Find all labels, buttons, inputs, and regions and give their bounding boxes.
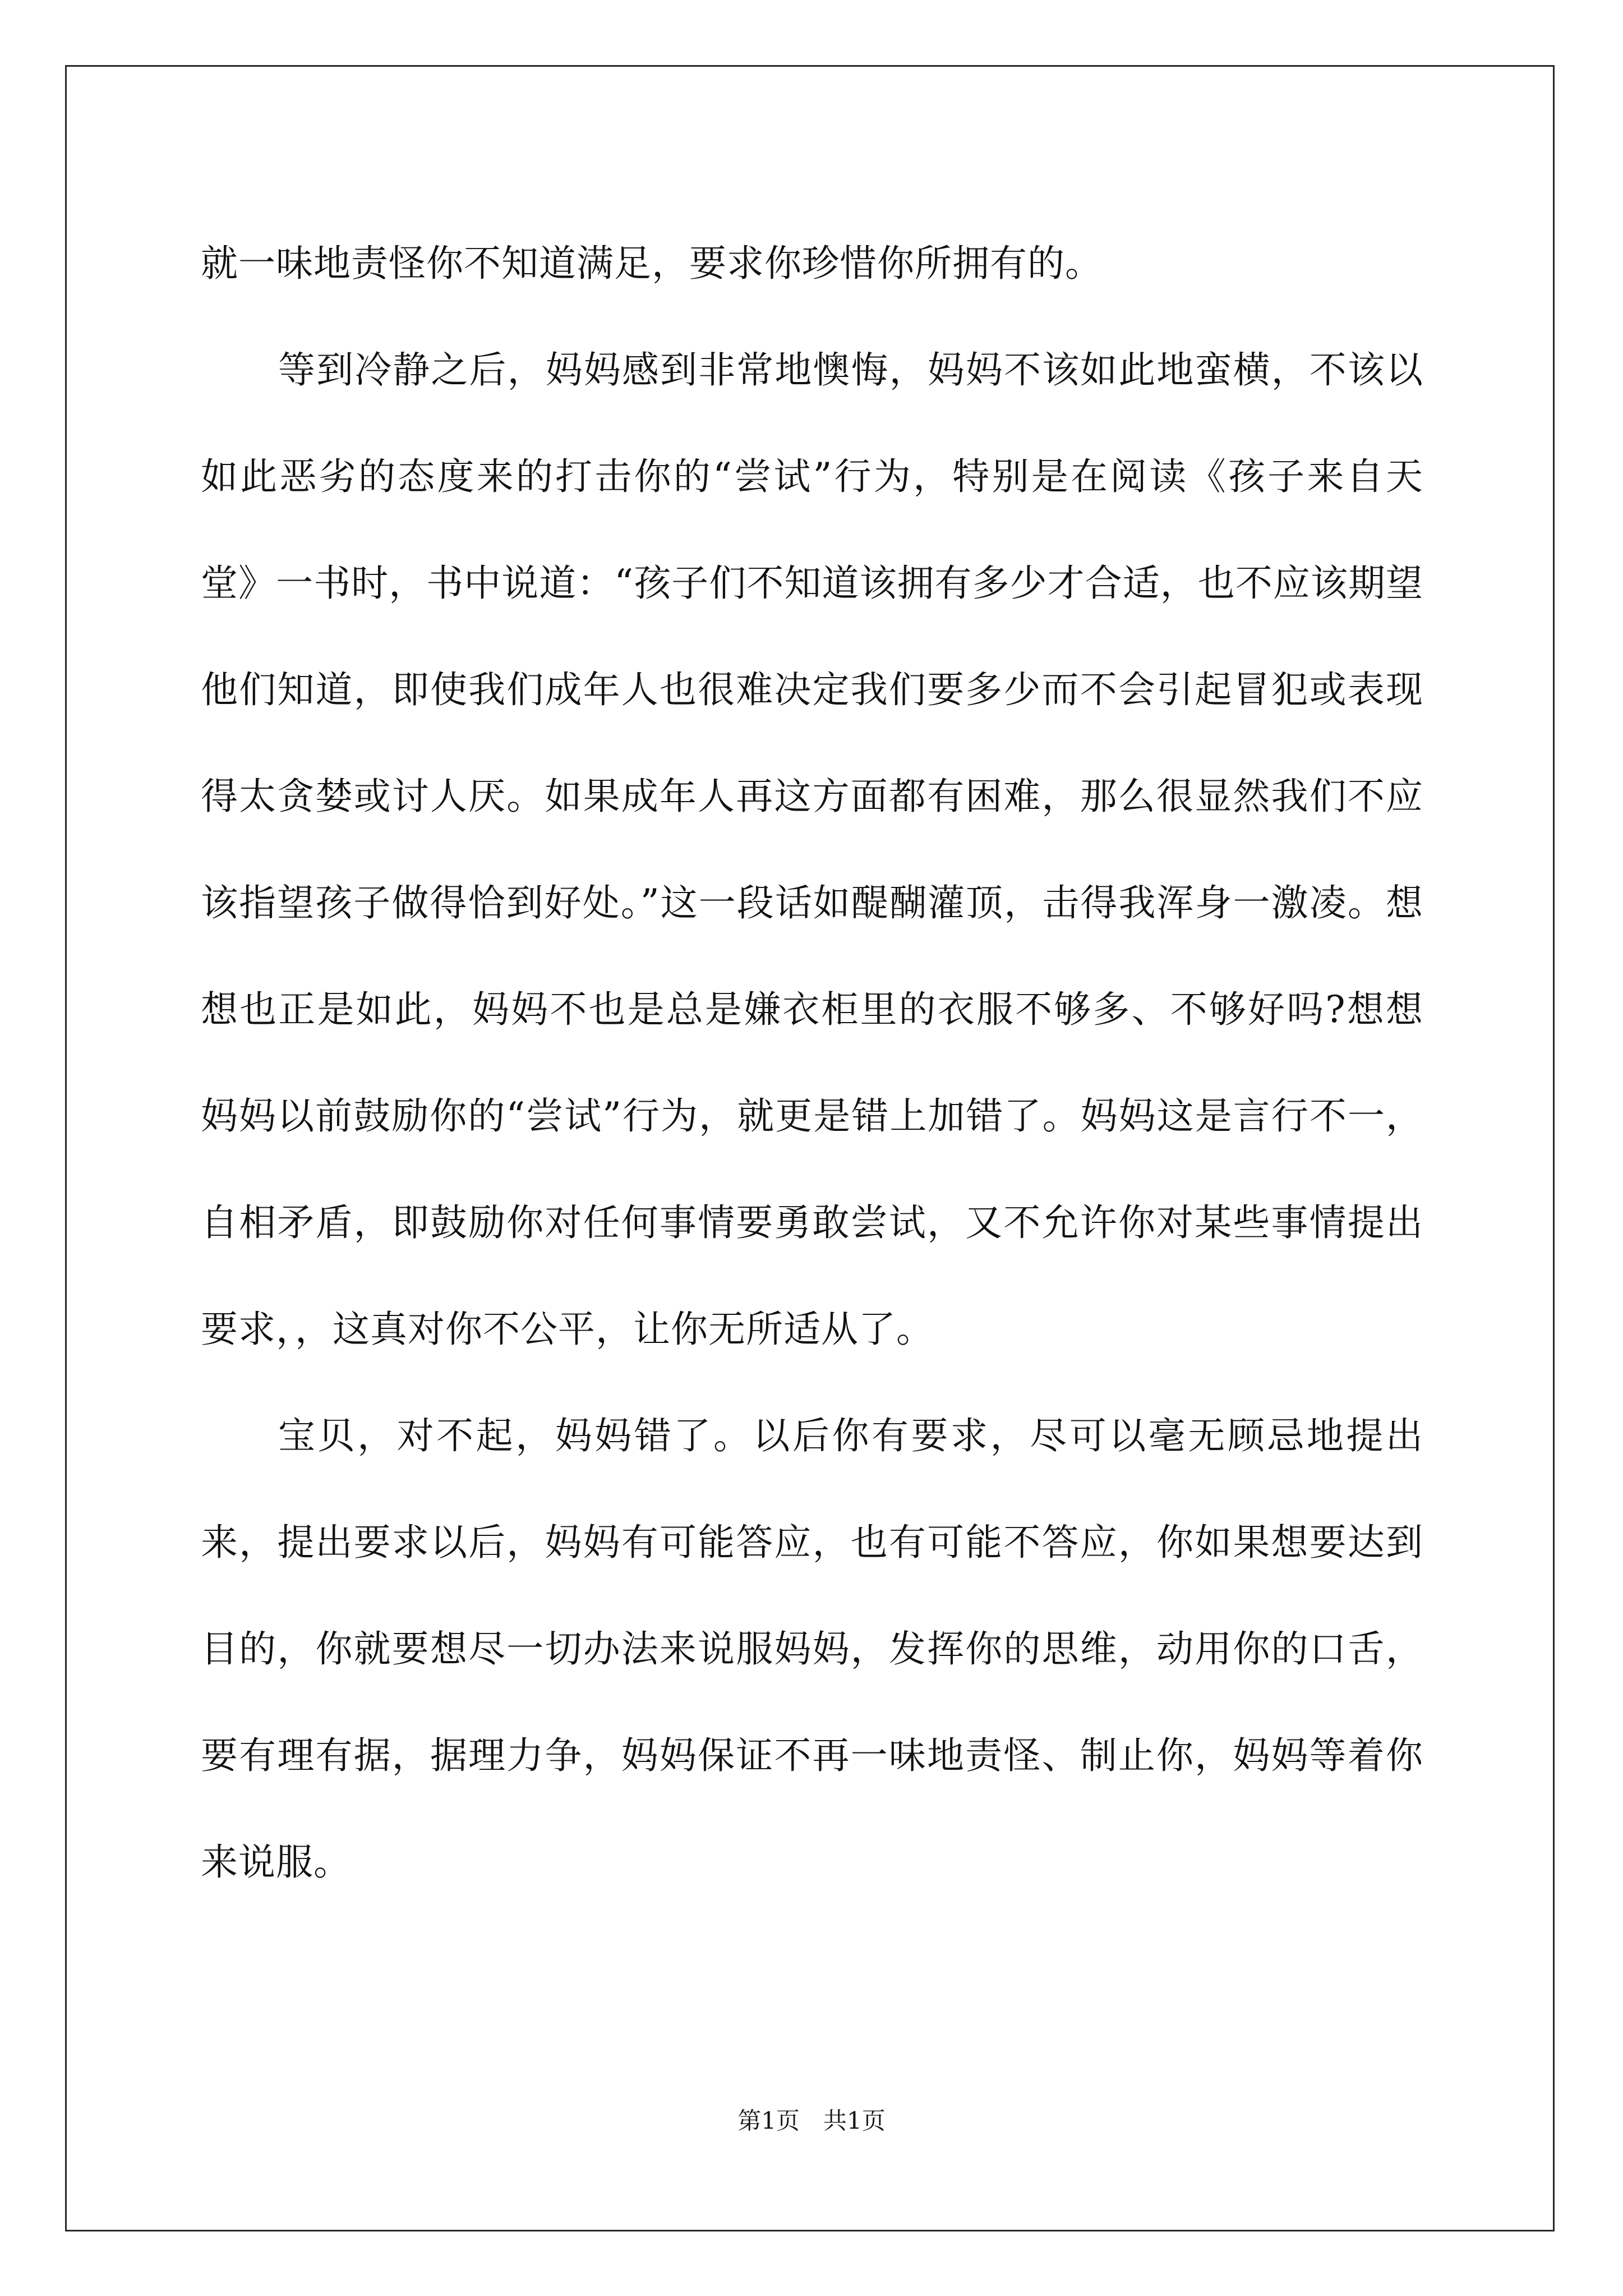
paragraph-3: 宝贝，对不起，妈妈错了。以后你有要求，尽可以毫无顾忌地提出来，提出要求以后，妈妈有可能答应，也有可能不答应，你如果想要达到目的，你就要想尽一切办法来说服妈妈，发挥你的思维，动用你的口舌，要有理有据，据理力争，妈妈保证不再一味地责怪、制止你，妈妈等着你来说服。 — [201, 1414, 1423, 1884]
paragraph-2: 等到冷静之后，妈妈感到非常地懊悔，妈妈不该如此地蛮横，不该以如此恶劣的态度来的打击你的“尝试”行为，特别是在阅读《孩子来自天堂》一书时，书中说道：“孩子们不知道该拥有多少才合适，也不应该期望他们知道，即使我们成年人也很难决定我们要多少而不会引起冒犯或表现得太贪婪或讨人厌。如果成年人再这方面都有困难，那么很显然我们不应该指望孩子做得恰到好处。”这一段话如醍醐灌顶，击得我浑身一激凌。想想也正是如此，妈妈不也是总是嫌衣柜里的衣服不够多、不够好吗?想想妈妈以前鼓励你的“尝试”行为，就更是错上加错了。妈妈这是言行不一，自相矛盾，即鼓励你对任何事情要勇敢尝试，又不允许你对某些事情提出要求，，这真对你不公平，让你无所适从了。 — [201, 348, 1423, 1351]
page-number-footer: 第1页 共1页 — [737, 2107, 886, 2134]
paragraph-1: 就一味地责怪你不知道满足，要求你珍惜你所拥有的。 — [201, 242, 1103, 285]
document-body — [201, 210, 1423, 1916]
